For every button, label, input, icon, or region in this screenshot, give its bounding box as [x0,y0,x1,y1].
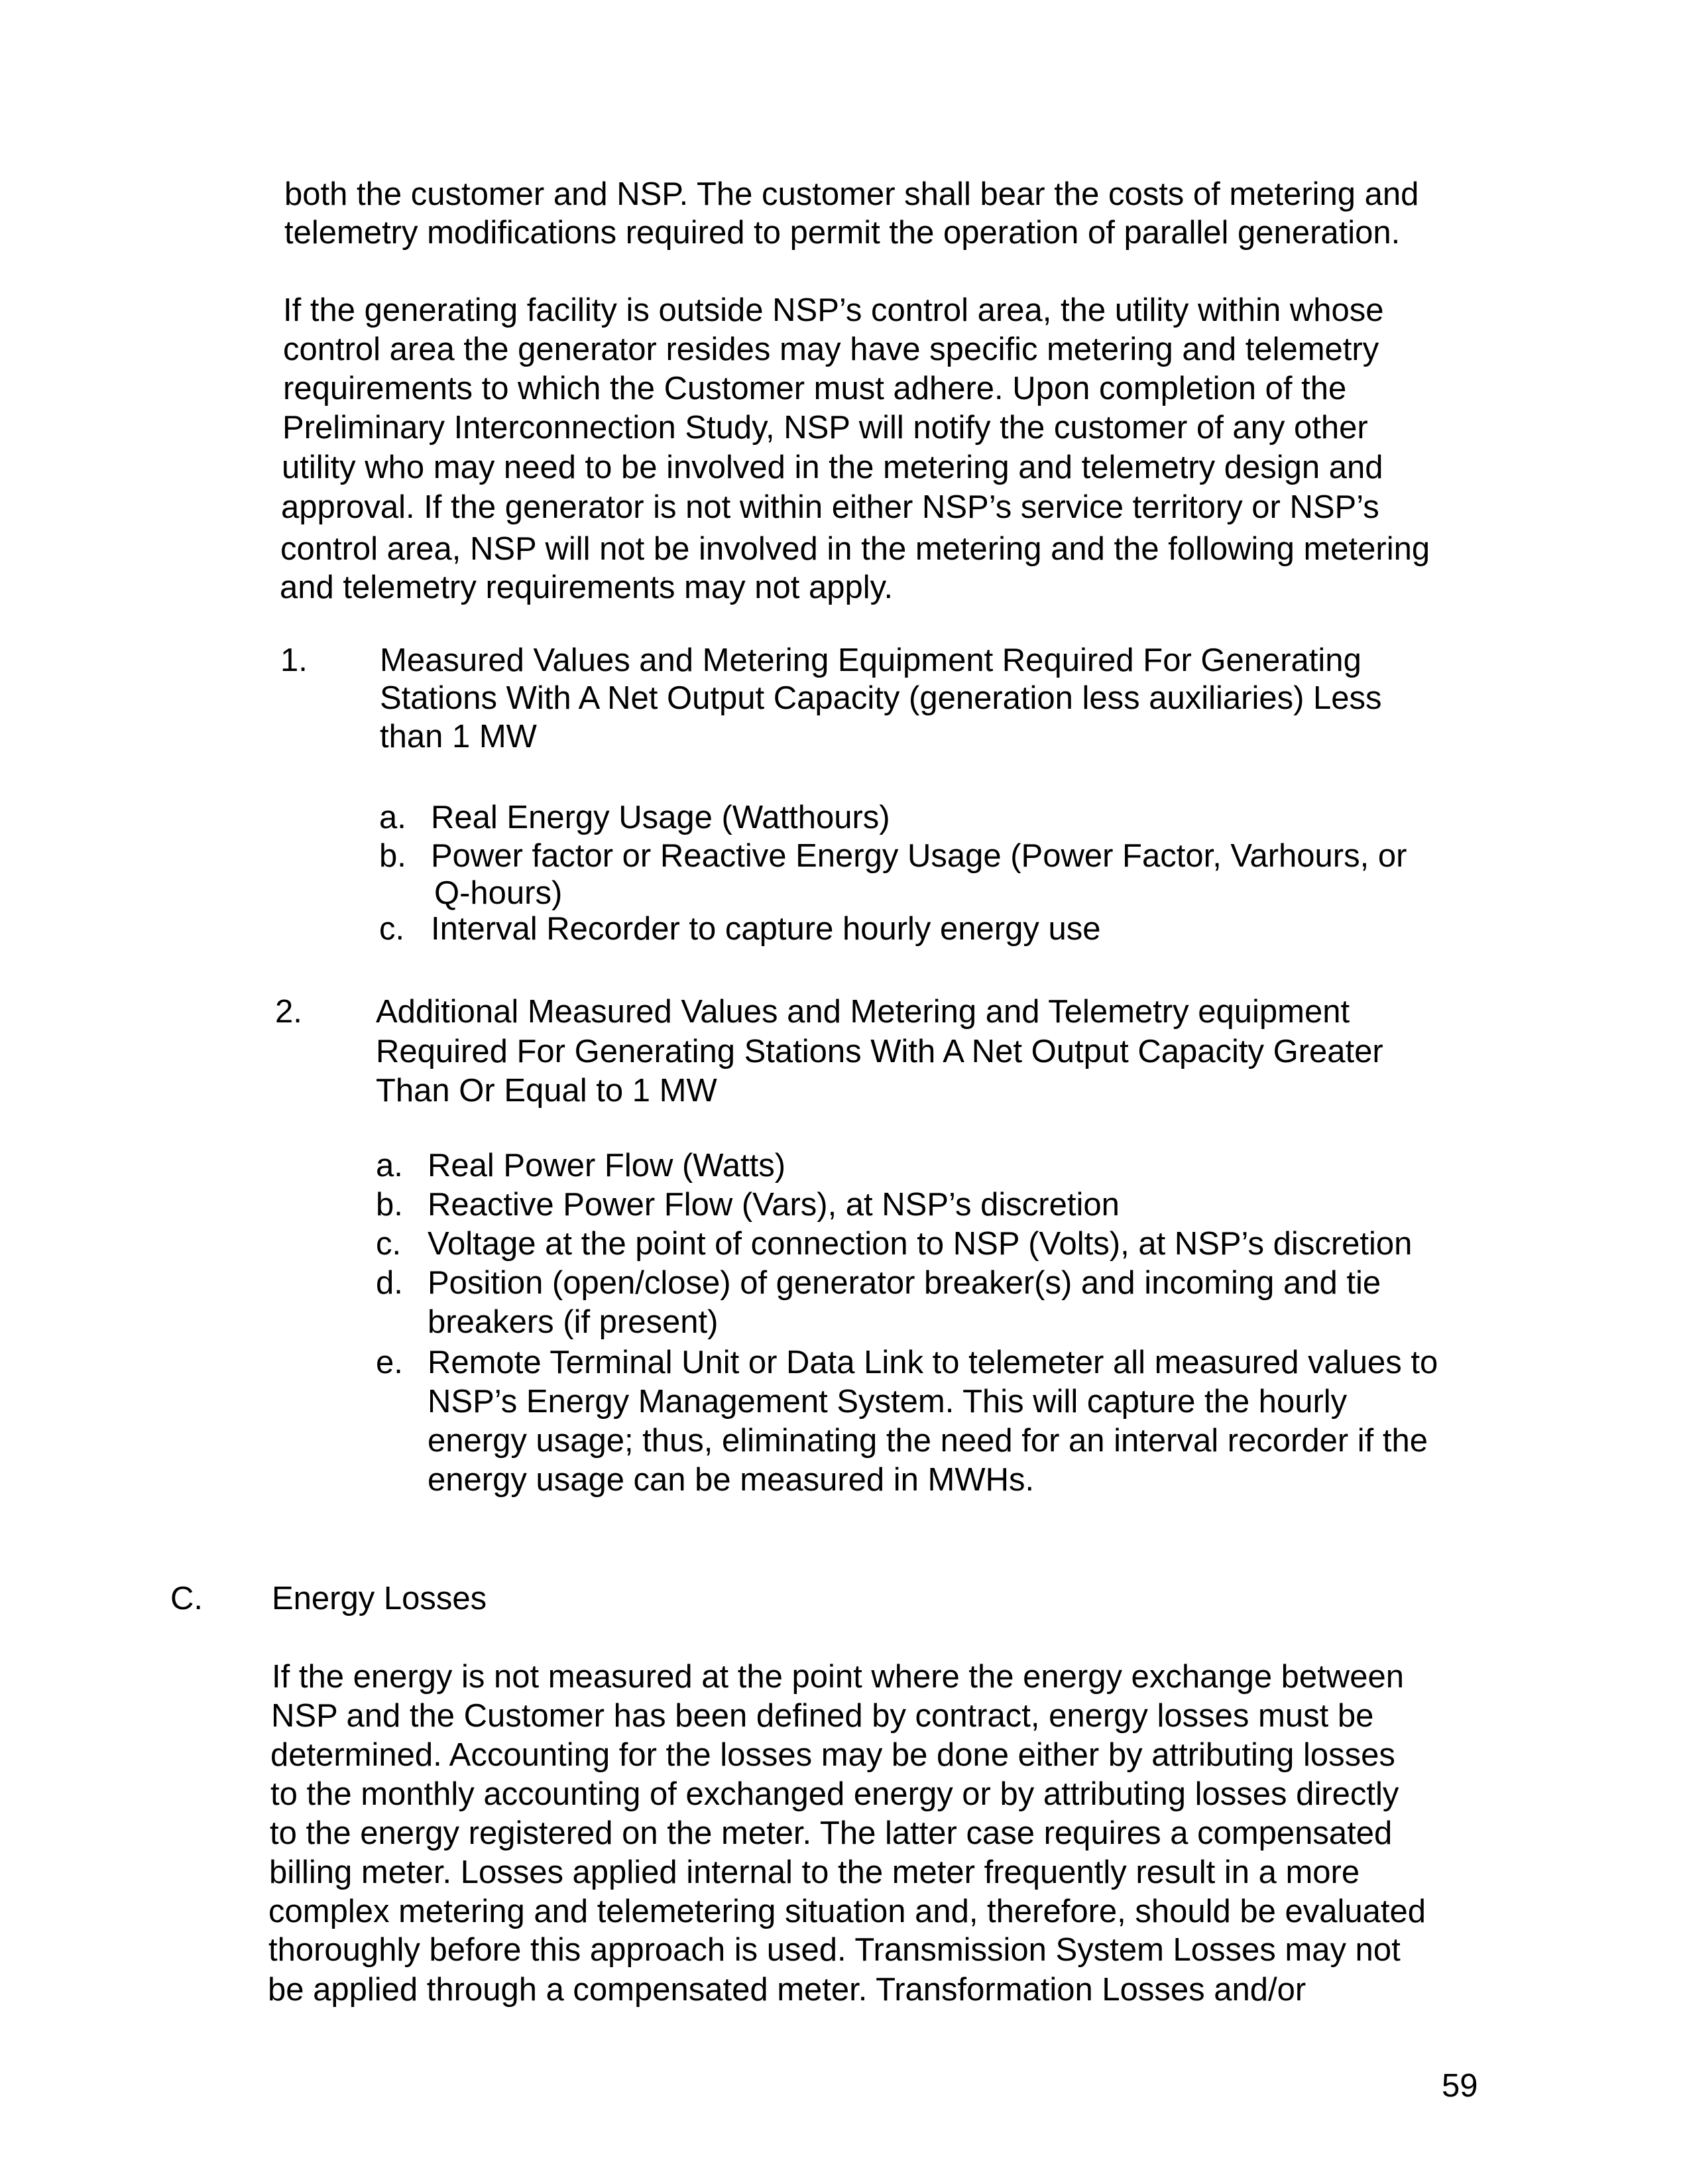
text-line: requirements to which the Customer must adhere. Upon completion of the [283,371,1347,406]
subitem-letter: b. [379,838,406,874]
subitem-letter: a. [376,1148,403,1183]
section-letter: C. [170,1581,203,1616]
text-line: If the energy is not measured at the point where the energy exchange between [272,1659,1404,1695]
text-line: approval. If the generator is not within either NSP’s service territory or NSP’s [281,489,1379,525]
subitem-text: Remote Terminal Unit or Data Link to telemeter all measured values to [428,1345,1438,1380]
text-line: determined. Accounting for the losses may be done either by attributing losses [270,1737,1395,1773]
subitem-letter: e. [376,1345,403,1380]
subitem-letter: c. [379,911,405,947]
subitem-text: energy usage; thus, eliminating the need for an interval recorder if the [428,1423,1428,1459]
text-line: Preliminary Interconnection Study, NSP will notify the customer of any other [282,410,1368,446]
subitem-text: Real Energy Usage (Watthours) [431,800,890,835]
item-heading-line: than 1 MW [380,719,537,755]
text-line: control area, NSP will not be involved in the metering and the following metering [280,531,1430,567]
text-line: and telemetry requirements may not apply. [280,570,894,605]
subitem-text: Reactive Power Flow (Vars), at NSP’s discretion [428,1187,1120,1223]
text-line: both the customer and NSP. The customer shall bear the costs of metering and [284,176,1419,212]
text-line: to the monthly accounting of exchanged energy or by attributing losses directly [270,1776,1399,1812]
subitem-text: Q-hours) [434,875,563,911]
text-line: billing meter. Losses applied internal to the meter frequently result in a more [269,1854,1360,1890]
item-heading-line: Measured Values and Metering Equipment Required For Generating [380,642,1362,678]
page-number: 59 [1442,2068,1478,2104]
subitem-letter: a. [379,800,406,835]
text-line: control area the generator resides may have specific metering and telemetry [283,332,1379,367]
subitem-text: energy usage can be measured in MWHs. [428,1462,1035,1498]
subitem-text: Voltage at the point of connection to NSP (Volts), at NSP’s discretion [428,1226,1413,1262]
section-title: Energy Losses [272,1581,487,1616]
subitem-text: Real Power Flow (Watts) [428,1148,786,1183]
subitem-text: NSP’s Energy Management System. This will capture the hourly [428,1384,1348,1420]
text-line: If the generating facility is outside NSP’s control area, the utility within whose [283,292,1384,328]
text-line: complex metering and telemetering situation and, therefore, should be evaluated [268,1894,1426,1929]
text-line: to the energy registered on the meter. The latter case requires a compensated [270,1815,1393,1851]
subitem-letter: b. [376,1187,403,1223]
text-line: thoroughly before this approach is used. Transmission System Losses may not [268,1932,1401,1968]
subitem-text: Position (open/close) of generator breaker(s) and incoming and tie [428,1265,1381,1301]
item-heading-line: Stations With A Net Output Capacity (generation less auxiliaries) Less [380,680,1382,716]
item-number: 1. [280,642,308,678]
subitem-letter: d. [376,1265,403,1301]
subitem-text: breakers (if present) [428,1304,719,1340]
text-line: telemetry modifications required to permit the operation of parallel generation. [284,215,1401,251]
text-line: be applied through a compensated meter. Transformation Losses and/or [268,1972,1306,2008]
subitem-text: Power factor or Reactive Energy Usage (Power Factor, Varhours, or [431,838,1407,874]
subitem-letter: c. [376,1226,402,1262]
item-heading-line: Required For Generating Stations With A Net Output Capacity Greater [376,1034,1383,1069]
item-heading-line: Additional Measured Values and Metering and Telemetry equipment [376,994,1350,1030]
item-heading-line: Than Or Equal to 1 MW [376,1073,717,1109]
text-line: NSP and the Customer has been defined by contract, energy losses must be [271,1698,1374,1734]
subitem-text: Interval Recorder to capture hourly energy use [431,911,1101,947]
item-number: 2. [275,994,302,1030]
text-line: utility who may need to be involved in the metering and telemetry design and [282,450,1383,485]
